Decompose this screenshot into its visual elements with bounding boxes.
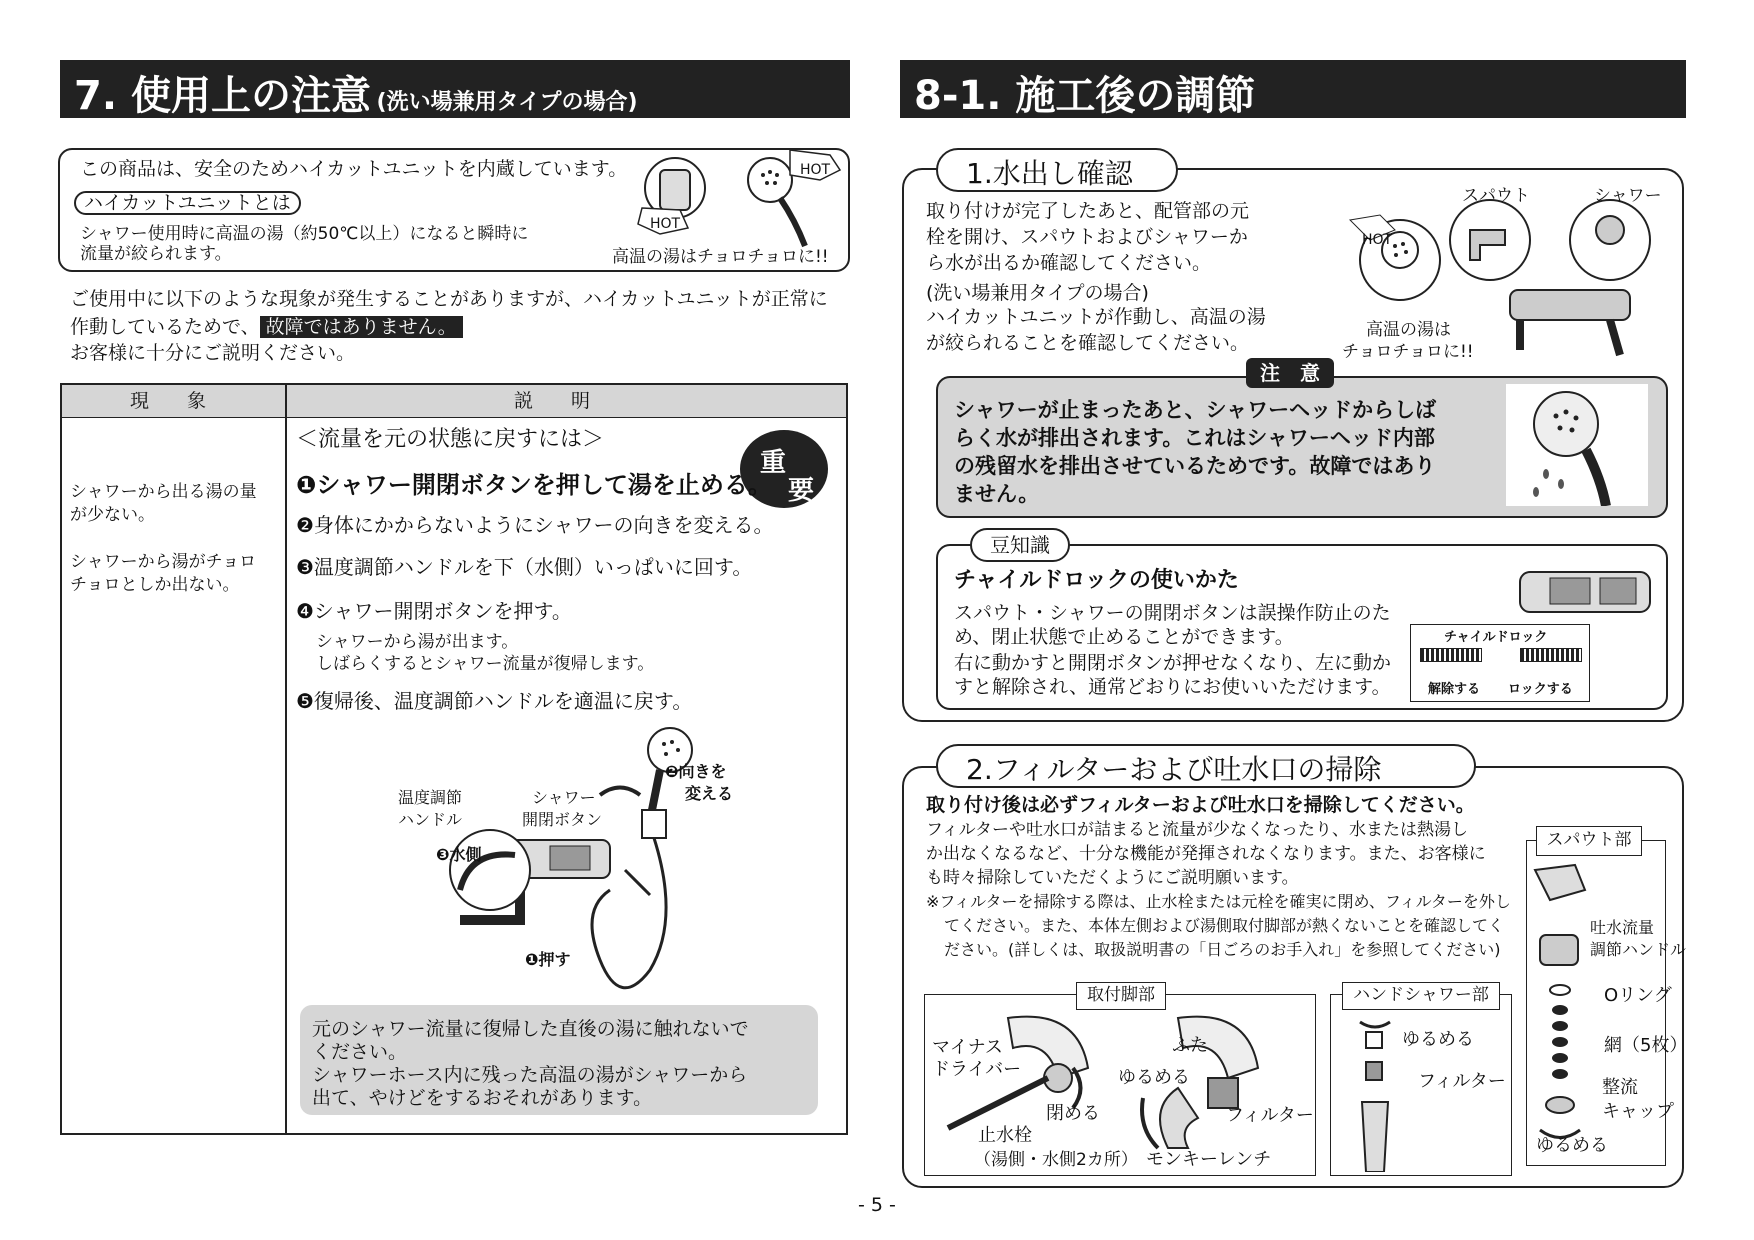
mount-label-valve: 止水栓 xyxy=(978,1125,1032,1146)
tip-line-1: スパウト・シャワーの開閉ボタンは誤操作防止のた xyxy=(954,602,1391,624)
fig-water-side: ❸水側 xyxy=(436,845,482,864)
step-5: ❺復帰後、温度調節ハンドルを適温に戻す。 xyxy=(296,689,693,713)
hicut-info-line1: この商品は、安全のためハイカットユニットを内蔵しています。 xyxy=(80,158,628,180)
phenomenon-2b: チョロとしか出ない。 xyxy=(70,575,240,595)
tip-line-4: すと解除され、通常どおりにお使いいただけます。 xyxy=(954,676,1391,698)
fig-push: ❶押す xyxy=(525,950,571,969)
phenomenon-1b: が少ない。 xyxy=(70,505,155,525)
step-3: ❸温度調節ハンドルを下（水側）いっぱいに回す。 xyxy=(296,555,753,579)
step-4-note-b: しばらくするとシャワー流量が復帰します。 xyxy=(316,654,655,674)
tip-tag-label: 豆知識 xyxy=(990,533,1050,557)
fig-button-1: シャワー xyxy=(532,788,596,807)
caution-tag-label: 注 意 xyxy=(1260,361,1320,385)
mount-label-loosen: ゆるめる xyxy=(1118,1067,1190,1088)
mount-part-title: 取付脚部 xyxy=(1087,985,1155,1005)
page-number: - 5 - xyxy=(858,1194,896,1216)
spout-label-handle-2: 調節ハンドル xyxy=(1590,940,1687,959)
s1-label-spout: スパウト xyxy=(1462,186,1530,206)
spout-parts-illustration xyxy=(1530,860,1590,1160)
phenomenon-2a: シャワーから湯がチョロ xyxy=(70,552,257,572)
s1-para-5: ハイカットユニットが作動し、高温の湯 xyxy=(926,306,1266,328)
mount-label-driver-2: ドライバー xyxy=(932,1059,1022,1080)
s1-para-4: (洗い場兼用タイプの場合) xyxy=(926,282,1149,304)
step-1: ❶シャワー開閉ボタンを押して湯を止める。 xyxy=(296,471,772,499)
s2-note-2: てください。また、本体左側および湯側取付脚部が熱くないことを確認してく xyxy=(944,916,1505,935)
fig-handle-2: ハンドル xyxy=(398,810,463,829)
hand-shower-title: ハンドシャワー部 xyxy=(1353,985,1489,1005)
hand-shower-loosen: ゆるめる xyxy=(1402,1029,1474,1050)
hicut-info-line2: シャワー使用時に高温の湯（約50℃以上）になると瞬時に xyxy=(80,224,529,244)
spout-label-cap-1: 整流 xyxy=(1602,1077,1638,1098)
tip-title: チャイルドロックの使いかた xyxy=(954,568,1239,593)
s1-para-3: ら水が出るか確認してください。 xyxy=(926,252,1212,274)
important-badge-1: 重 xyxy=(760,448,787,478)
hicut-info-tag xyxy=(74,191,301,215)
s2-para-1: フィルターや吐水口が詰まると流量が少なくなったり、水または熱湯し xyxy=(926,820,1468,840)
step-2: ❷身体にかからないようにシャワーの向きを変える。 xyxy=(296,513,774,537)
right-header xyxy=(900,60,1686,118)
tip-tag xyxy=(970,528,1070,562)
mount-part-title-box xyxy=(1076,982,1166,1010)
caution-line-1: シャワーが止まったあと、シャワーヘッドからしば xyxy=(954,398,1437,422)
hot-caption: 高温の湯はチョロチョロに!! xyxy=(612,247,829,267)
spout-label-oring: Oリング xyxy=(1604,985,1672,1006)
mount-label-lid: ふた xyxy=(1172,1035,1208,1056)
s1-para-6: が絞られることを確認してください。 xyxy=(926,332,1250,354)
intro-line2 xyxy=(70,314,463,340)
s1-para-2: 栓を開け、スパウトおよびシャワーか xyxy=(926,226,1248,248)
scald-warning-4: 出て、やけどをするおそれがあります。 xyxy=(312,1087,653,1109)
caution-line-3: の残留水を排出させているためです。故障ではあり xyxy=(954,454,1436,478)
fig-direction-1: ❷向きを xyxy=(665,762,727,781)
s1-caption-1: 高温の湯は xyxy=(1366,320,1451,340)
s1-label-shower: シャワー xyxy=(1594,186,1662,206)
hicut-info-line3: 流量が絞られます。 xyxy=(80,244,232,264)
table-col-divider xyxy=(285,385,287,1133)
hand-shower-illustration xyxy=(1350,1012,1400,1172)
mount-label-close: 閉める xyxy=(1046,1103,1100,1124)
mount-label-valve-2: （湯側・水側2カ所） xyxy=(974,1150,1138,1170)
intro-line1: ご使用中に以下のような現象が発生することがありますが、ハイカットユニットが正常に xyxy=(70,288,828,310)
caution-tag xyxy=(1246,358,1334,388)
tip-line-3: 右に動かすと開閉ボタンが押せなくなり、左に動か xyxy=(954,652,1392,674)
tip-line-2: め、閉止状態で止めることができます。 xyxy=(954,626,1294,648)
shower-head-drip-illustration xyxy=(1506,384,1648,506)
important-badge-2: 要 xyxy=(788,476,815,506)
section-water-check-title: 1.水出し確認 xyxy=(966,157,1133,190)
phenomenon-1a: シャワーから出る湯の量 xyxy=(70,482,257,502)
scald-warning-1: 元のシャワー流量に復帰した直後の湯に触れないで xyxy=(312,1018,749,1040)
step-4: ❹シャワー開閉ボタンを押す。 xyxy=(296,599,572,623)
fig-direction-2: 変える xyxy=(685,784,734,803)
spout-part-title: スパウト部 xyxy=(1546,830,1632,850)
hot-label-1: HOT xyxy=(800,162,831,178)
caution-line-4: ません。 xyxy=(954,482,1040,506)
s1-hot-label: HOT xyxy=(1362,232,1393,248)
intro-line3: お客様に十分にご説明ください。 xyxy=(70,342,356,364)
s1-caption-2: チョロチョロに!! xyxy=(1342,342,1474,362)
s1-para-1: 取り付けが完了したあと、配管部の元 xyxy=(926,200,1250,222)
child-lock-lock: ロックする xyxy=(1508,682,1573,697)
table-header-explanation: 説 明 xyxy=(514,390,591,412)
hand-shower-filter: フィルター xyxy=(1418,1071,1506,1092)
child-lock-title: チャイルドロック xyxy=(1444,630,1548,645)
spout-label-cap-2: キャップ xyxy=(1602,1101,1674,1122)
intro-line2-text: 作動しているためで、 xyxy=(70,316,260,338)
table-header-phenomenon: 現 象 xyxy=(130,390,207,412)
mount-label-wrench: モンキーレンチ xyxy=(1146,1149,1272,1170)
scald-warning-3: シャワーホース内に残った高温の湯がシャワーから xyxy=(312,1064,748,1086)
s2-para-2: か出なくなるなど、十分な機能が発揮されなくなります。また、お客様に xyxy=(926,844,1486,864)
spout-label-handle-1: 吐水流量 xyxy=(1590,918,1655,937)
s2-note-3: ださい。(詳しくは、取扱説明書の「日ごろのお手入れ」を参照してください) xyxy=(944,940,1501,959)
hot-label-2: HOT xyxy=(650,216,681,232)
s2-note-1: ※フィルターを掃除する際は、止水栓または元栓を確実に閉め、フィルターを外し xyxy=(926,892,1511,911)
mount-label-filter: フィルター xyxy=(1226,1105,1314,1126)
step-4-note-a: シャワーから湯が出ます。 xyxy=(316,632,519,652)
s2-bold: 取り付け後は必ずフィルターおよび吐水口を掃除してください。 xyxy=(926,794,1475,816)
left-header-title: 7. 使用上の注意 xyxy=(74,73,371,119)
spout-part-title-box xyxy=(1536,826,1642,856)
right-header-title: 8-1. 施工後の調節 xyxy=(914,73,1256,119)
section-filter-title: 2.フィルターおよび吐水口の掃除 xyxy=(966,753,1382,786)
s2-para-3: も時々掃除していただくようにご説明願います。 xyxy=(926,868,1299,888)
spout-label-loosen: ゆるめる xyxy=(1536,1135,1608,1156)
hand-shower-title-box xyxy=(1342,982,1500,1010)
fig-button-2: 開閉ボタン xyxy=(522,810,603,829)
child-lock-slider-release xyxy=(1420,648,1482,662)
intro-highlight: 故障ではありません。 xyxy=(260,316,463,338)
spout-label-net: 網（5枚） xyxy=(1604,1035,1688,1056)
scald-warning-2: ください。 xyxy=(312,1041,408,1063)
child-lock-faucet-illustration xyxy=(1510,552,1660,632)
caution-line-2: らく水が排出されます。これはシャワーヘッド内部 xyxy=(954,426,1435,450)
mount-label-driver-1: マイナス xyxy=(932,1037,1003,1058)
fig-handle-1: 温度調節 xyxy=(398,788,463,807)
left-header xyxy=(60,60,850,118)
child-lock-release: 解除する xyxy=(1428,682,1481,697)
left-header-subtitle: (洗い場兼用タイプの場合) xyxy=(376,90,638,115)
child-lock-slider-lock xyxy=(1520,648,1582,662)
restore-title: ＜流量を元の状態に戻すには＞ xyxy=(296,427,605,452)
hicut-info-tag-label: ハイカットユニットとは xyxy=(84,192,291,214)
